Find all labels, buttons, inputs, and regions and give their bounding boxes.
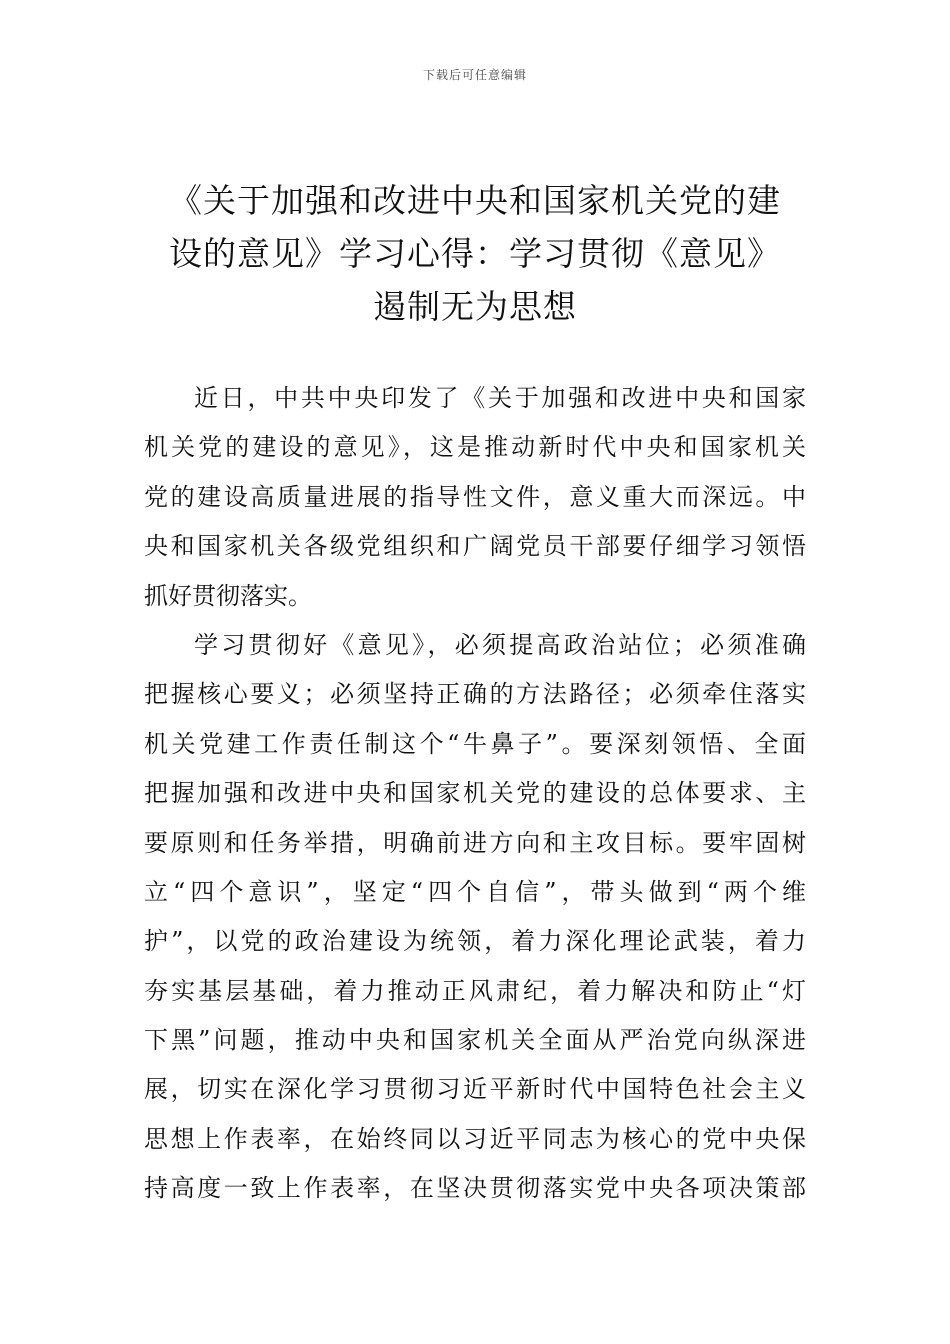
- text-line: 抓好贯彻落实。: [144, 581, 312, 610]
- title-line: 遏制无为思想: [373, 287, 577, 326]
- text-line: 党的建设高质量进展的指导性文件，意义重大而深远。中: [144, 482, 806, 511]
- text-line: 近日，中共中央印发了《关于加强和改进中央和国家: [194, 384, 806, 412]
- text-line: 护”，以党的政治建设为统领，着力深化理论武装，着力: [144, 927, 806, 956]
- text-line: 持高度一致上作表率，在坚决贯彻落实党中央各项决策部: [144, 1174, 806, 1203]
- text-line: 央和国家机关各级党组织和广阔党员干部要仔细学习领悟: [144, 532, 806, 561]
- text-line: 下黑”问题，推动中央和国家机关全面从严治党向纵深进: [144, 1026, 806, 1055]
- text-line: 把握核心要义；必须坚持正确的方法路径；必须牵住落实: [144, 680, 806, 709]
- header-note: 下载后可任意编辑: [422, 68, 527, 82]
- text-line: 夯实基层基础，着力推动正风肃纪，着力解决和防止“灯: [144, 976, 806, 1005]
- text-line: 机关党建工作责任制这个“牛鼻子”。要深刻领悟、全面: [144, 729, 806, 758]
- text-line: 立“四个意识”，坚定“四个自信”，带头做到“两个维: [144, 877, 806, 906]
- paragraph-1: [144, 374, 806, 621]
- document-title: [140, 174, 810, 333]
- text-line: 思想上作表率，在始终同以习近平同志为核心的党中央保: [144, 1124, 806, 1153]
- paragraph-2: [144, 621, 806, 1214]
- text-line: 展，切实在深化学习贯彻习近平新时代中国特色社会主义: [144, 1075, 806, 1104]
- text-line: 机关党的建设的意见》，这是推动新时代中央和国家机关: [144, 433, 806, 462]
- text-line: 要原则和任务举措，明确前进方向和主攻目标。要牢固树: [144, 828, 806, 857]
- title-line: 设的意见》学习心得：学习贯彻《意见》: [169, 234, 781, 273]
- document-body: [144, 374, 806, 1214]
- text-line: 把握加强和改进中央和国家机关党的建设的总体要求、主: [144, 779, 806, 808]
- text-line: 学习贯彻好《意见》，必须提高政治站位；必须准确: [194, 630, 806, 659]
- title-line: 《关于加强和改进中央和国家机关党的建: [169, 181, 781, 220]
